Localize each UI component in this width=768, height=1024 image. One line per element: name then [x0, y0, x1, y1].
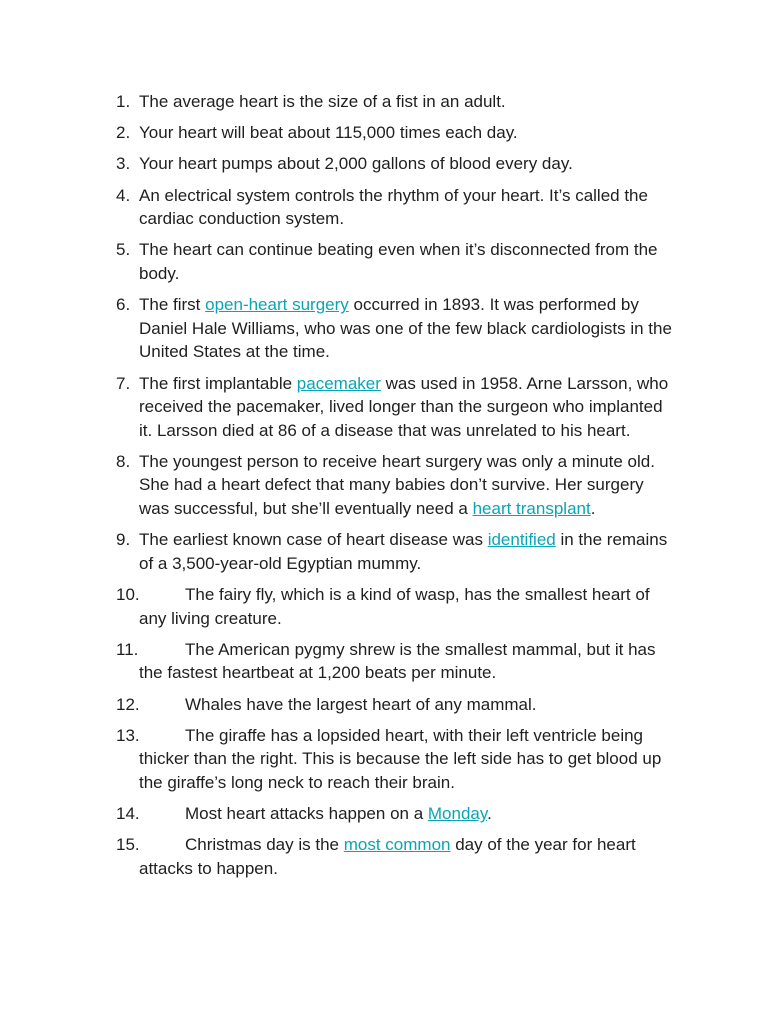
heart-transplant-link[interactable]: heart transplant [472, 499, 591, 519]
item-number: 1. [116, 92, 131, 111]
list-item [116, 238, 678, 285]
list-item [116, 693, 678, 717]
list-item [116, 833, 678, 880]
item-text-before: The earliest known case of heart disease was [139, 530, 488, 550]
list-item [116, 724, 678, 795]
list-item [116, 638, 678, 685]
item-number: 10. [116, 585, 140, 605]
monday-link[interactable]: Monday [427, 804, 488, 824]
list-item [116, 528, 678, 575]
list-item [116, 583, 678, 630]
item-text-after: occurred in 1893. It was performed by Daniel Hale Williams, who was one of the few black cardiologists in the United States at the time. [139, 295, 672, 362]
open-heart-surgery-link[interactable]: open-heart surgery [205, 295, 349, 315]
item-text-after: . [590, 499, 596, 519]
item-number: 2. [116, 123, 131, 143]
item-text: Your heart will beat about 115,000 times each day. [139, 123, 518, 143]
list-item [116, 450, 678, 521]
item-text: The heart can continue beating even when it’s disconnected from the body. [139, 240, 658, 283]
item-number: 14. [116, 804, 140, 824]
item-text-before: The first [139, 295, 206, 315]
list-item [116, 184, 678, 231]
item-number: 7. [116, 373, 131, 393]
item-text: Your heart pumps about 2,000 gallons of blood every day. [139, 154, 573, 174]
list-item [116, 802, 678, 826]
item-text: The giraffe has a lopsided heart, with their left ventricle being thicker than the right. This is because the left side has to get blood up the giraffe’s long neck to reach their brain. [139, 725, 662, 792]
item-text: The fairy fly, which is a kind of wasp, has the smallest heart of any living creature. [139, 585, 650, 628]
list-item [116, 152, 678, 176]
list-item [116, 372, 678, 443]
item-number: 3. [116, 154, 131, 174]
item-text: Whales have the largest heart of any mammal. [185, 694, 537, 714]
item-text-after: in the remains of a 3,500-year-old Egyptian mummy. [139, 530, 668, 573]
item-text: The American pygmy shrew is the smallest mammal, but it has the fastest heartbeat at 1,200 beats per minute. [139, 639, 656, 683]
item-text: The average heart is the size of a fist in an adult. [139, 92, 506, 111]
item-number: 8. [116, 451, 131, 471]
item-number: 5. [116, 240, 131, 260]
item-number: 12. [116, 694, 140, 714]
item-text-before: Most heart attacks happen on a [185, 804, 428, 824]
identified-link[interactable]: identified [487, 530, 556, 550]
list-item [116, 121, 678, 145]
item-number: 11. [116, 639, 139, 659]
item-number: 15. [116, 835, 140, 855]
item-text-after: day of the year for heart attacks to happen. [139, 835, 636, 878]
item-number: 4. [116, 185, 131, 205]
item-number: 9. [116, 530, 131, 550]
list-item [116, 293, 678, 364]
most-common-link[interactable]: most common [343, 835, 451, 855]
item-text-before: The youngest person to receive heart surgery was only a minute old. She had a heart defect that many babies don’t survive. Her surgery was successful, but she’ll eventually need a [139, 451, 655, 519]
pacemaker-link[interactable]: pacemaker [296, 373, 381, 393]
item-text-after: . [487, 804, 492, 824]
item-text: An electrical system controls the rhythm of your heart. It’s called the cardiac conduction system. [139, 185, 648, 229]
item-text-before: The first implantable [139, 373, 297, 393]
item-number: 6. [116, 295, 131, 315]
item-number: 13. [116, 725, 140, 745]
heart-facts-list [116, 90, 678, 888]
list-item [116, 90, 678, 114]
item-text-before: Christmas day is the [185, 835, 344, 855]
item-text-after: was used in 1958. Arne Larsson, who received the pacemaker, lived longer than the surgeon who implanted it. Larsson died at 86 of a disease that was unrelated to his heart. [139, 373, 669, 440]
